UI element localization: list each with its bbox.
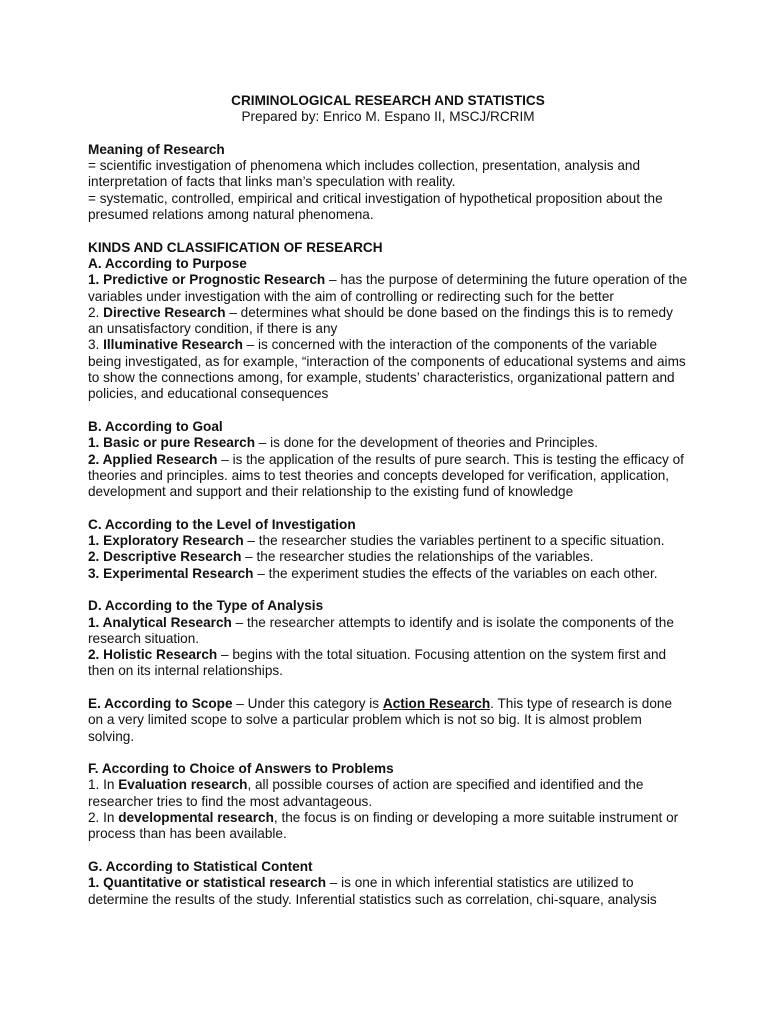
section-c-heading: C. According to the Level of Investigation [88, 516, 356, 532]
section-d-item-2: 2. Holistic Research – begins with the total situation. Focusing attention on the system first and then on its internal relationships. [88, 647, 667, 679]
section-d-heading: D. According to the Type of Analysis [88, 598, 324, 614]
section-g-heading: G. According to Statistical Content [88, 858, 313, 874]
section-d-item-1: 1. Analytical Research – the researcher attempts to identify and is isolate the components of the research situation. [88, 614, 674, 646]
section-f-item-1: 1. In Evaluation research, all possible courses of action are specified and identified and the researcher tries to find the most advantageous. [88, 777, 644, 809]
section-c-item-3: 3. Experimental Research – the experiment studies the effects of the variables on each other. [88, 565, 658, 581]
section-a-heading: A. According to Purpose [88, 255, 247, 271]
section-e-heading: E. According to Scope [88, 695, 233, 711]
section-f-heading: F. According to Choice of Answers to Problems [88, 761, 394, 777]
section-a-item-3: 3. Illuminative Research – is concerned with the interaction of the components of the variable being investigated, as for example, “interaction of the components of educational systems and aims to show the connections among, for example, students’ characteristics, organizational pattern and policies, and educational consequences [88, 337, 686, 402]
section-g-item-1: 1. Quantitative or statistical research – is one in which inferential statistics are utilized to determine the results of the study. Inferential statistics such as correlation, chi-square, analysis [88, 875, 657, 907]
section-f-item-2: 2. In developmental research, the focus is on finding or developing a more suitable instrument or process than has been available. [88, 810, 679, 842]
section-c-item-2: 2. Descriptive Research – the researcher studies the relationships of the variables. [88, 549, 594, 565]
section-b-item-1: 1. Basic or pure Research – is done for the development of theories and Principles. [88, 435, 599, 451]
section-e-paragraph: E. According to Scope – Under this category is Action Research. This type of research is done on a very limited scope to solve a particular problem which is not so big. It is almost problem solving. [88, 695, 673, 744]
section-a-item-1: 1. Predictive or Prognostic Research – has the purpose of determining the future operation of the variables under investigation with the aim of controlling or redirecting such for the better [88, 272, 688, 304]
meaning-definition-2: = systematic, controlled, empirical and critical investigation of hypothetical proposition about the presumed relations among natural phenomena. [88, 190, 663, 223]
prepared-by: Prepared by: Enrico M. Espano II, MSCJ/RCRIM [241, 109, 535, 125]
section-b-item-2: 2. Applied Research – is the application of the results of pure search. This is testing the efficacy of theories and principles. aims to test theories and concepts developed for verification, application, development and support and their relationship to the existing fund of knowledge [88, 451, 684, 500]
meaning-heading: Meaning of Research [88, 141, 225, 157]
section-a-item-2: 2. Directive Research – determines what should be done based on the findings this is to remedy an unsatisfactory condition, if there is any [88, 304, 673, 337]
action-research-term: Action Research [382, 695, 491, 711]
kinds-heading: KINDS AND CLASSIFICATION OF RESEARCH [88, 239, 383, 255]
document-title: CRIMINOLOGICAL RESEARCH AND STATISTICS [231, 93, 545, 108]
meaning-definition-1: = scientific investigation of phenomena which includes collection, presentation, analysis and interpretation of facts that links man’s speculation with reality. [88, 158, 641, 190]
section-b-heading: B. According to Goal [88, 418, 223, 434]
section-c-item-1: 1. Exploratory Research – the researcher studies the variables pertinent to a specific situation. [88, 533, 665, 549]
